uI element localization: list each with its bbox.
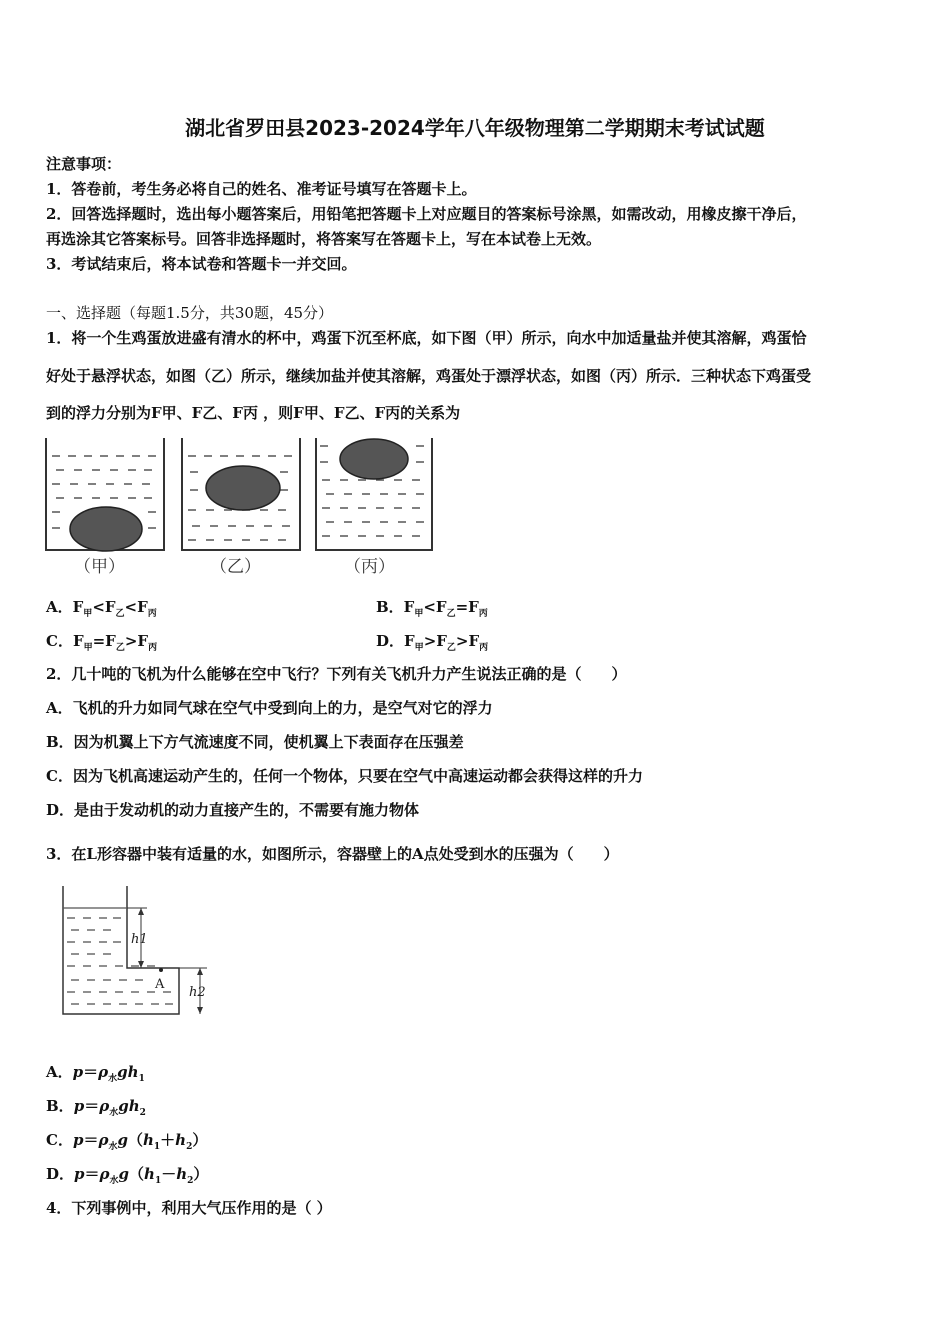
h2-label: h2 [189,985,206,1000]
q1-option-a[interactable]: A．$F_甲<F_乙<F_丙$ [46,598,157,619]
q2-option-c[interactable]: C．因为飞机高速运动产生的，任何一个物体，只要在空气中高速运动都会获得这样的升力 [46,767,643,785]
page-title: 湖北省罗田县2023-2024学年八年级物理第二学期期末考试试题 [185,116,765,140]
egg-beakers-figure [44,434,434,582]
question-3-stem: 3．在L形容器中装有适量的水，如图所示，容器壁上的A点处受到水的压强为（ ） [46,845,619,863]
caption-jia: （甲） [74,557,125,577]
beaker-bing [316,438,432,577]
question-1-line: 好处于悬浮状态，如图（乙）所示，继续加盐并使其溶解，鸡蛋处于漂浮状态，如图（丙）所示．三种状态下鸡蛋受 [46,367,812,385]
q1-option-b[interactable]: B．$F_甲<F_乙=F_丙$ [376,598,488,619]
q3-option-b[interactable]: B．$p=\rho_水gh_2$ [46,1097,146,1118]
q3-option-d[interactable]: D．$p=\rho_水g(h_1-h_2)$ [46,1165,209,1186]
point-a-label: A [155,977,165,992]
h1-label: h1 [131,932,148,947]
l-container-figure [55,882,215,1022]
notice-heading: 注意事项： [46,155,122,173]
q3-option-a[interactable]: A．$p=\rho_水gh_1$ [46,1063,145,1084]
q1-option-d[interactable]: D．$F_甲>F_乙>F_丙$ [376,632,489,653]
question-4-stem: 4．下列事例中，利用大气压作用的是（ ） [46,1199,332,1217]
question-2-stem: 2．几十吨的飞机为什么能够在空中飞行？下列有关飞机升力产生说法正确的是（ ） [46,665,627,683]
q1-option-c[interactable]: C．$F_甲=F_乙>F_丙$ [46,632,158,653]
beaker-yi [182,438,300,577]
notice-item: 再选涂其它答案标号。回答非选择题时，将答案写在答题卡上，写在本试卷上无效。 [46,230,602,248]
notice-item: 2．回答选择题时，选出每小题答案后，用铅笔把答题卡上对应题目的答案标号涂黑，如需改动，用橡皮擦干净后， [46,205,807,223]
notice-item: 1．答卷前，考生务必将自己的姓名、准考证号填写在答题卡上。 [46,180,477,198]
caption-yi: （乙） [210,557,261,577]
caption-bing: （丙） [344,557,395,577]
q2-option-d[interactable]: D．是由于发动机的动力直接产生的，不需要有施力物体 [46,801,420,819]
q2-option-a[interactable]: A．飞机的升力如同气球在空气中受到向上的力，是空气对它的浮力 [46,699,493,717]
question-1-line: 到的浮力分别为F甲、F乙、F丙 ，则F甲、F乙、F丙的关系为 [46,404,461,422]
beaker-jia [46,438,164,577]
q2-option-b[interactable]: B．因为机翼上下方气流速度不同，使机翼上下表面存在压强差 [46,733,464,751]
section-heading: 一、选择题（每题1.5分，共30题，45分） [46,304,334,322]
notice-item: 3．考试结束后，将本试卷和答题卡一并交回。 [46,255,357,273]
q3-option-c[interactable]: C．$p=\rho_水g(h_1+h_2)$ [46,1131,208,1152]
question-1-line: 1．将一个生鸡蛋放进盛有清水的杯中，鸡蛋下沉至杯底，如下图（甲）所示，向水中加适量盐并使其溶解，鸡蛋恰 [46,329,807,347]
